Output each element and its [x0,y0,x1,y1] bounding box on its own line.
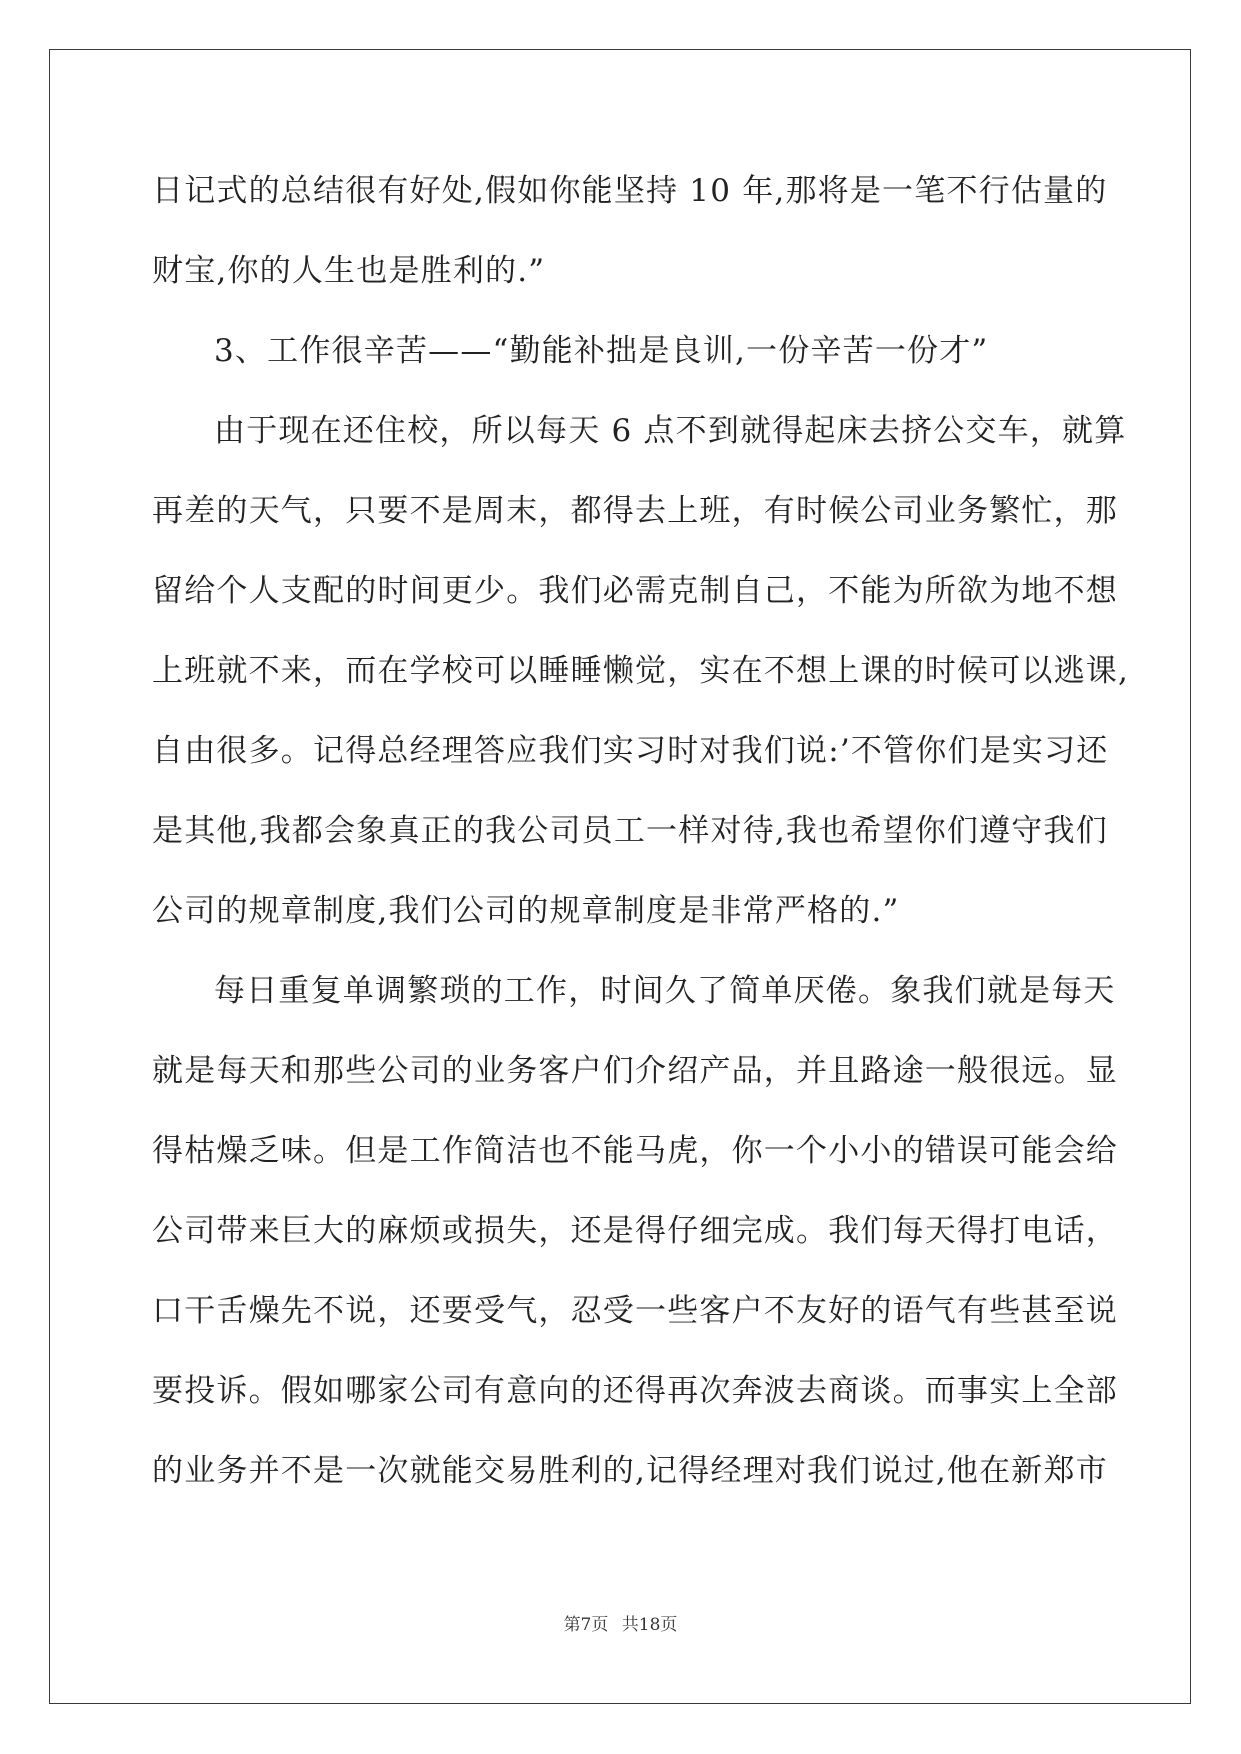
document-body [152,160,1130,1520]
text-line: 日记式的总结很有好处,假如你能坚持 10 年,那将是一笔不行估量的 [152,173,1108,209]
text-line: 就是每天和那些公司的业务客户们介绍产品，并且路途一般很远。显 [152,1053,1118,1089]
paragraph-start-line: 每日重复单调繁琐的工作，时间久了简单厌倦。象我们就是每天 [214,973,1116,1009]
page-footer [0,1610,1241,1635]
text-line: 要投诉。假如哪家公司有意向的还得再次奔波去商谈。而事实上全部 [152,1373,1118,1409]
paragraph-start-line: 由于现在还住校，所以每天 6 点不到就得起床去挤公交车，就算 [214,413,1127,449]
text-line: 公司带来巨大的麻烦或损失，还是得仔细完成。我们每天得打电话， [152,1213,1118,1249]
text-line: 得枯燥乏味。但是工作简洁也不能马虎，你一个小小的错误可能会给 [152,1133,1118,1169]
page-number-total: 共18页 [621,1615,678,1635]
text-line: 留给个人支配的时间更少。我们必需克制自己，不能为所欲为地不想 [152,573,1118,609]
text-line: 再差的天气，只要不是周末，都得去上班，有时候公司业务繁忙，那 [152,493,1118,529]
text-line: 的业务并不是一次就能交易胜利的,记得经理对我们说过,他在新郑市 [152,1453,1108,1489]
section-heading: 3、工作很辛苦——“勤能补拙是良训,一份辛苦一份才” [214,333,989,369]
text-line: 是其他,我都会象真正的我公司员工一样对待,我也希望你们遵守我们 [152,813,1108,849]
text-line: 自由很多。记得总经理答应我们实习时对我们说:’不管你们是实习还 [152,733,1109,769]
text-line: 上班就不来，而在学校可以睡睡懒觉，实在不想上课的时候可以逃课, [152,653,1130,689]
text-line: 财宝,你的人生也是胜利的.” [152,253,546,289]
page-number-current: 第7页 [563,1615,609,1635]
text-line: 公司的规章制度,我们公司的规章制度是非常严格的.” [152,893,900,929]
text-line: 口干舌燥先不说，还要受气，忍受一些客户不友好的语气有些甚至说 [152,1293,1118,1329]
